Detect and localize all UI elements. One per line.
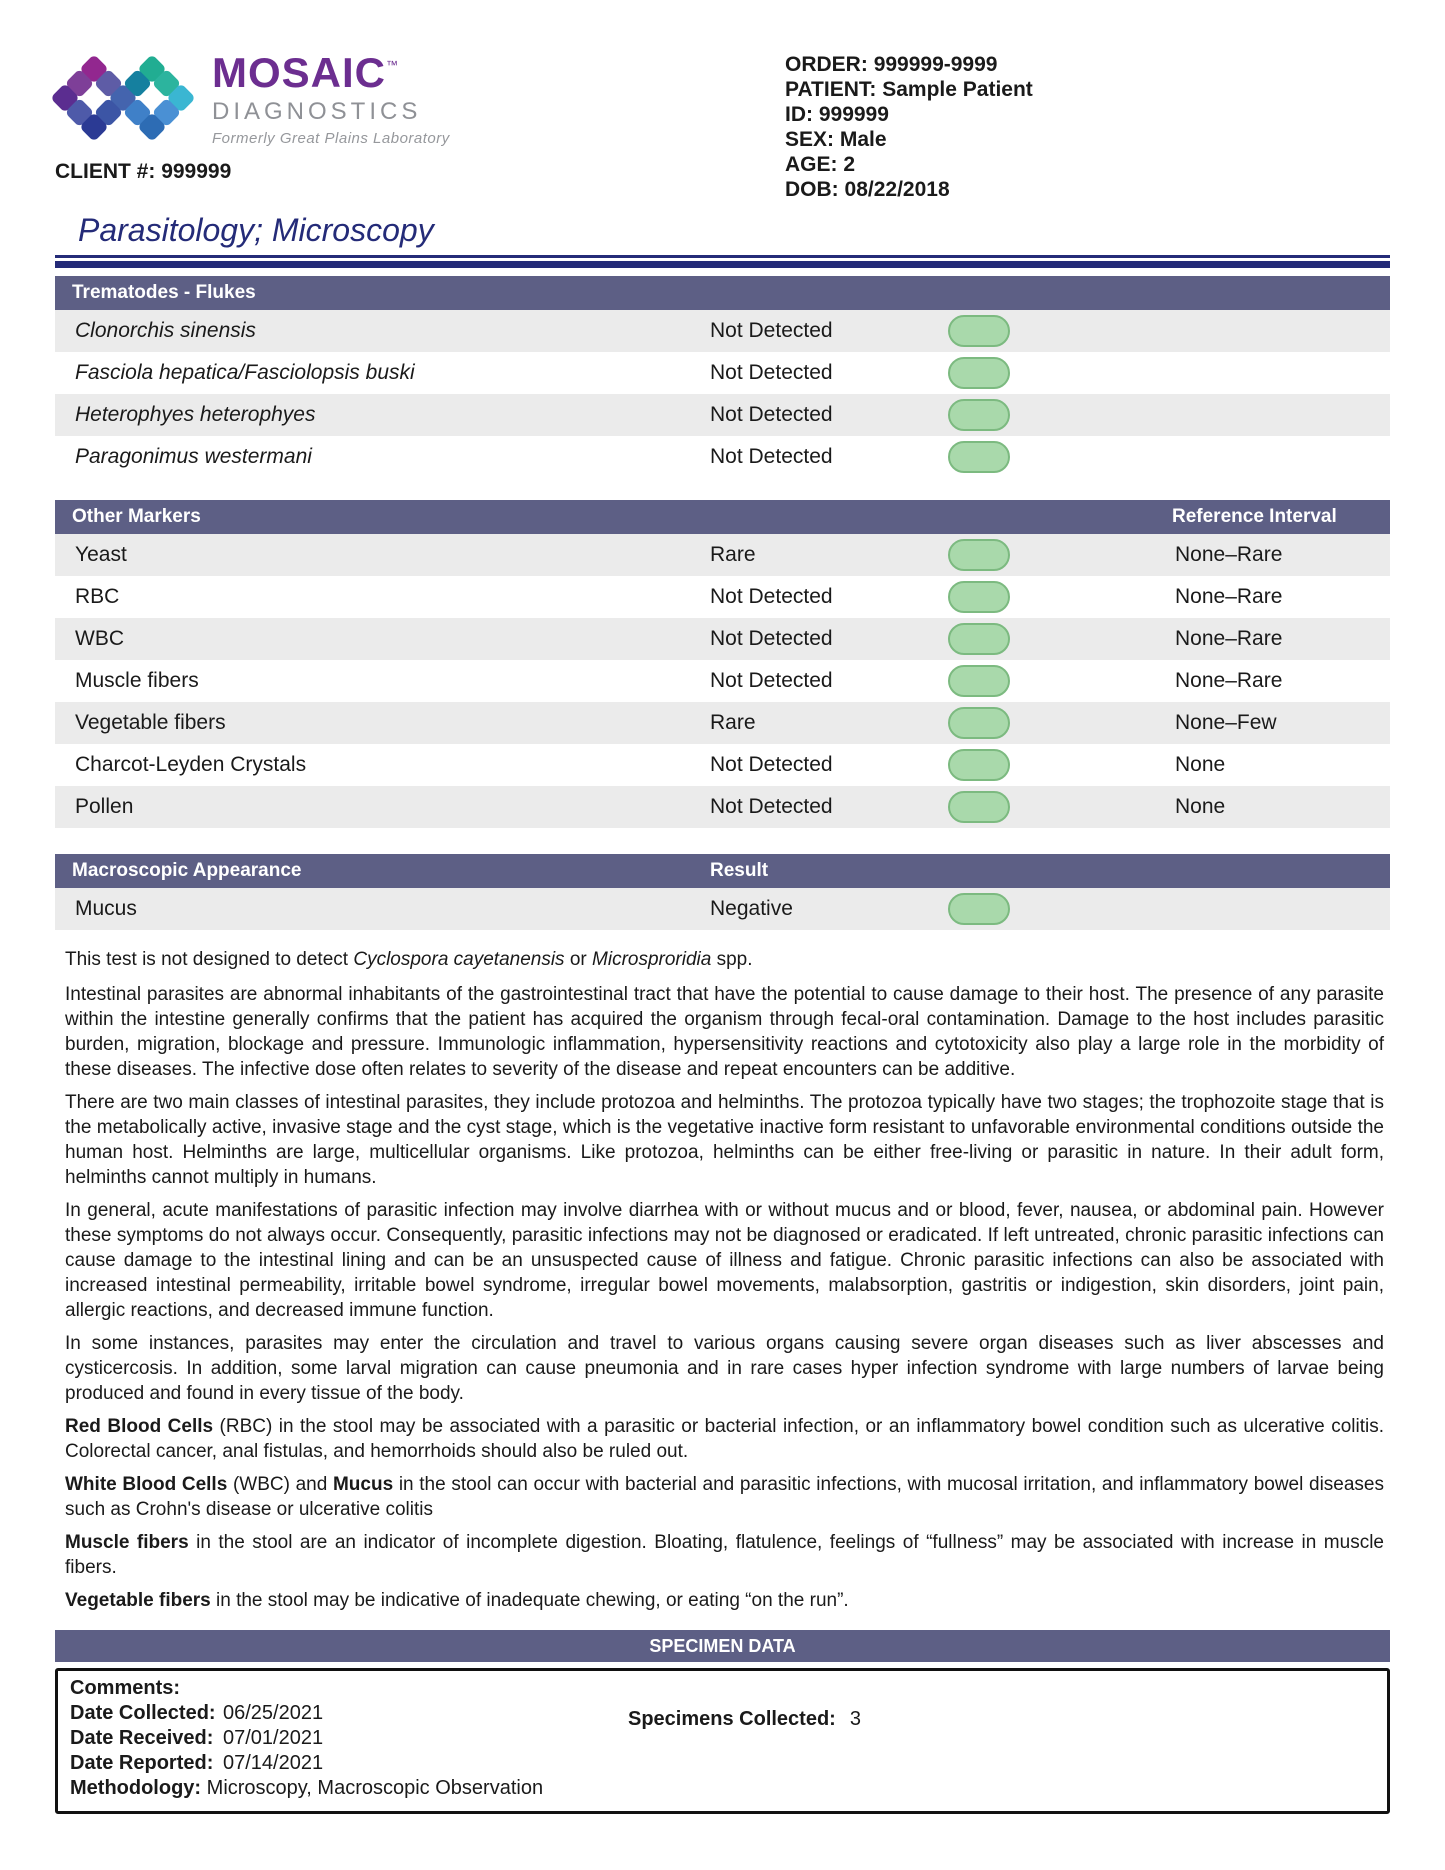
- analyte-name: Yeast: [75, 543, 127, 566]
- specimens-collected-label: Specimens Collected:: [628, 1708, 836, 1730]
- patient-info-line: [785, 127, 1033, 152]
- result-toggle: [948, 399, 1010, 431]
- table-macroscopic: [55, 854, 1390, 930]
- reference-interval-header: Reference Interval: [1172, 506, 1337, 527]
- analyte-name: Paragonimus westermani: [75, 445, 312, 468]
- result-toggle: [948, 665, 1010, 697]
- date-reported-value: 07/14/2021: [223, 1752, 324, 1774]
- table-row: [55, 534, 1390, 576]
- table-row: [55, 436, 1390, 478]
- table-row: [55, 394, 1390, 436]
- specimen-data-box: [55, 1668, 1390, 1814]
- info-paragraph: [65, 1090, 1384, 1190]
- patient-info-line: [785, 77, 1033, 102]
- dob-label: DOB:: [785, 178, 839, 201]
- analyte-name: Vegetable fibers: [75, 711, 226, 734]
- reference-interval: None: [1175, 795, 1226, 818]
- title-rule-thick: [55, 261, 1390, 268]
- result-toggle: [948, 539, 1010, 571]
- brand-tagline: Formerly Great Plains Laboratory: [212, 130, 450, 147]
- info-paragraphs: [65, 982, 1384, 1613]
- result-toggle: [948, 707, 1010, 739]
- result-value: Not Detected: [710, 627, 833, 650]
- text-segment: in the stool may be indicative of inadequate chewing, or eating “on the run”.: [210, 1590, 849, 1611]
- date-received-value: 07/01/2021: [223, 1727, 324, 1749]
- brand-name: MOSAIC: [212, 49, 386, 96]
- date-received-label: Date Received:: [70, 1727, 214, 1749]
- result-value: Rare: [710, 543, 756, 566]
- reference-interval: None–Rare: [1175, 627, 1283, 650]
- text-segment: In general, acute manifestations of parasitic infection may involve diarrhea with or without mucus and or blood, fever, nausea, or abdominal pain. However these symptoms do not always occur. Consequently, parasitic infections may not be diagnosed or eradicated. If left untreated, chronic parasitic infections can cause damage to the intestinal lining and can be an unsuspected cause of illness and fatigue. Chronic parasitic infections can also be associated with increased intestinal permeability, irritable bowel syndrome, irregular bowel movements, malabsorption, gastritis or indigestion, skin disorders, joint pain, allergic reactions, and decreased immune function.: [65, 1200, 1384, 1321]
- specimens-collected: [628, 1707, 861, 1732]
- info-paragraph: [65, 1530, 1384, 1580]
- analyte-name: Fasciola hepatica/Fasciolopsis buski: [75, 361, 415, 384]
- table-trematodes: [55, 276, 1390, 478]
- reference-interval: None: [1175, 753, 1226, 776]
- analyte-name: RBC: [75, 585, 120, 608]
- results-content: [55, 276, 1390, 1621]
- text-segment: In some instances, parasites may enter the circulation and travel to various organs causing severe organ diseases such as liver abscesses and cysticercosis. In addition, some larval migration can cause pneumonia and in rare cases hyper infection syndrome with large numbers of larvae being produced and found in every tissue of the body.: [65, 1333, 1384, 1404]
- info-paragraph: [65, 1588, 1384, 1613]
- text-segment: White Blood Cells: [65, 1474, 228, 1495]
- result-toggle: [948, 749, 1010, 781]
- id-value: 999999: [818, 103, 889, 126]
- reference-interval: None–Few: [1175, 711, 1277, 734]
- analyte-name: Charcot-Leyden Crystals: [75, 753, 307, 776]
- patient-info: [785, 52, 1033, 202]
- table-header-bar: [55, 854, 1390, 888]
- info-paragraph: [65, 1472, 1384, 1522]
- text-segment: (WBC) and: [227, 1474, 333, 1495]
- result-value: Rare: [710, 711, 756, 734]
- text-segment: in the stool can occur with bacterial and parasitic infections, with mucosal irritation, and inflammatory bowel diseases such as Crohn's disease or ulcerative colitis: [65, 1474, 1384, 1520]
- date-reported-line: [70, 1751, 1387, 1776]
- mosaic-logo-icon: [52, 46, 202, 154]
- analyte-name: Muscle fibers: [75, 669, 199, 692]
- table-row: [55, 352, 1390, 394]
- text-segment: Microsproridia: [592, 949, 712, 970]
- patient-info-line: [785, 152, 1033, 177]
- result-toggle: [948, 893, 1010, 925]
- analyte-name: Mucus: [75, 897, 137, 920]
- reference-interval: None–Rare: [1175, 585, 1283, 608]
- age-label: AGE:: [785, 153, 838, 176]
- comments-line: [70, 1676, 1387, 1701]
- result-value: Not Detected: [710, 319, 833, 342]
- table-other-markers: [55, 500, 1390, 828]
- text-segment: Intestinal parasites are abnormal inhabitants of the gastrointestinal tract that have the potential to cause damage to their host. The presence of any parasite within the intestine generally confirms that the patient has acquired the organism through fecal-oral contamination. Damage to the host includes parasitic burden, migration, blockage and pressure. Immunologic inflammation, hypersensitivity reactions and cytotoxicity also play a large role in the morbidity of these diseases. The infective dose often relates to severity of the disease and repeat encounters can be additive.: [65, 984, 1384, 1080]
- result-value: Negative: [710, 897, 793, 920]
- client-value: 999999: [161, 160, 232, 183]
- result-value: Not Detected: [710, 361, 833, 384]
- specimen-data-header: SPECIMEN DATA: [55, 1630, 1390, 1662]
- info-paragraph: [65, 1414, 1384, 1464]
- patient-info-line: [785, 52, 1033, 77]
- result-value: Not Detected: [710, 795, 833, 818]
- brand-block: [212, 49, 450, 147]
- sex-label: SEX:: [785, 128, 835, 151]
- date-reported-label: Date Reported:: [70, 1752, 214, 1774]
- brand-subtitle: DIAGNOSTICS: [212, 98, 422, 125]
- table-header-bar: [55, 276, 1390, 310]
- table-row: [55, 702, 1390, 744]
- text-segment: Cyclospora cayetanensis: [353, 949, 565, 970]
- patient-label: PATIENT:: [785, 78, 877, 101]
- table-header-label: Trematodes - Flukes: [72, 282, 256, 303]
- sex-value: Male: [839, 128, 887, 151]
- result-toggle: [948, 623, 1010, 655]
- client-label: CLIENT #:: [55, 160, 156, 183]
- analyte-name: Clonorchis sinensis: [75, 319, 256, 342]
- table-header-bar: [55, 500, 1390, 534]
- result-value: Not Detected: [710, 753, 833, 776]
- table-row: [55, 744, 1390, 786]
- analyte-name: Heterophyes heterophyes: [75, 403, 316, 426]
- info-paragraph: [65, 1331, 1384, 1406]
- text-segment: This test is not designed to detect: [65, 949, 354, 970]
- interpretive-text: [55, 947, 1390, 1613]
- date-collected-label: Date Collected:: [70, 1702, 216, 1724]
- id-label: ID:: [785, 103, 813, 126]
- table-row: [55, 660, 1390, 702]
- title-rule-thin: [55, 255, 1390, 258]
- specimens-collected-value: 3: [849, 1708, 861, 1730]
- reference-interval: None–Rare: [1175, 543, 1283, 566]
- age-value: 2: [843, 153, 856, 176]
- result-toggle: [948, 791, 1010, 823]
- result-value: Not Detected: [710, 669, 833, 692]
- patient-value: Sample Patient: [882, 78, 1033, 101]
- text-segment: (RBC) in the stool may be associated with a parasitic or bacterial infection, or an inflammatory bowel condition such as ulcerative colitis. Colorectal cancer, anal fistulas, and hemorrhoids should also be ruled out.: [65, 1416, 1384, 1462]
- methodology-label: Methodology:: [70, 1777, 202, 1799]
- dob-value: 08/22/2018: [844, 178, 950, 201]
- trademark-symbol: ™: [386, 58, 398, 72]
- result-value: Not Detected: [710, 445, 833, 468]
- info-paragraph: [65, 1198, 1384, 1323]
- order-value: 999999-9999: [873, 53, 998, 76]
- client-number: [55, 160, 231, 184]
- text-segment: Mucus: [332, 1474, 394, 1495]
- text-segment: Vegetable fibers: [65, 1590, 211, 1611]
- analyte-name: WBC: [75, 627, 124, 650]
- result-value: Not Detected: [710, 585, 833, 608]
- table-row: [55, 576, 1390, 618]
- patient-info-line: [785, 102, 1033, 127]
- result-toggle: [948, 441, 1010, 473]
- reference-interval: None–Rare: [1175, 669, 1283, 692]
- table-row: [55, 618, 1390, 660]
- text-segment: or: [564, 949, 593, 970]
- table-header-label: Macroscopic Appearance: [72, 860, 302, 881]
- text-segment: There are two main classes of intestinal parasites, they include protozoa and helminths. The protozoa typically have two stages; the trophozoite stage that is the metabolically active, invasive stage and the cyst stage, which is the vegetative inactive form resistant to unfavorable environmental conditions outside the human host. Helminths are large, multicellular organisms. Like protozoa, helminths can be either free-living or parasitic in nature. In their adult form, helminths cannot multiply in humans.: [65, 1092, 1384, 1188]
- page-title: Parasitology; Microscopy: [78, 212, 434, 248]
- order-label: ORDER:: [785, 53, 868, 76]
- result-toggle: [948, 315, 1010, 347]
- text-segment: spp.: [711, 949, 753, 970]
- result-value: Not Detected: [710, 403, 833, 426]
- methodology-value: Microscopy, Macroscopic Observation: [206, 1777, 544, 1799]
- text-segment: Muscle fibers: [65, 1532, 189, 1553]
- text-segment: Red Blood Cells: [65, 1416, 214, 1437]
- methodology-line: [70, 1776, 1387, 1801]
- text-segment: in the stool are an indicator of incomplete digestion. Bloating, flatulence, feelings of “fullness” may be associated with increase in muscle fibers.: [65, 1532, 1384, 1578]
- table-row: [55, 888, 1390, 930]
- patient-info-line: [785, 177, 1033, 202]
- info-paragraph: [65, 982, 1384, 1082]
- table-row: [55, 310, 1390, 352]
- logo-tiles: [52, 54, 196, 142]
- table-row: [55, 786, 1390, 828]
- table-header-label: Other Markers: [72, 506, 201, 527]
- result-toggle: [948, 357, 1010, 389]
- result-toggle: [948, 581, 1010, 613]
- analyte-name: Pollen: [75, 795, 134, 818]
- result-column-header: Result: [710, 860, 769, 881]
- test-scope-note: [65, 947, 1384, 972]
- date-collected-value: 06/25/2021: [223, 1702, 324, 1724]
- comments-label: Comments:: [70, 1677, 181, 1699]
